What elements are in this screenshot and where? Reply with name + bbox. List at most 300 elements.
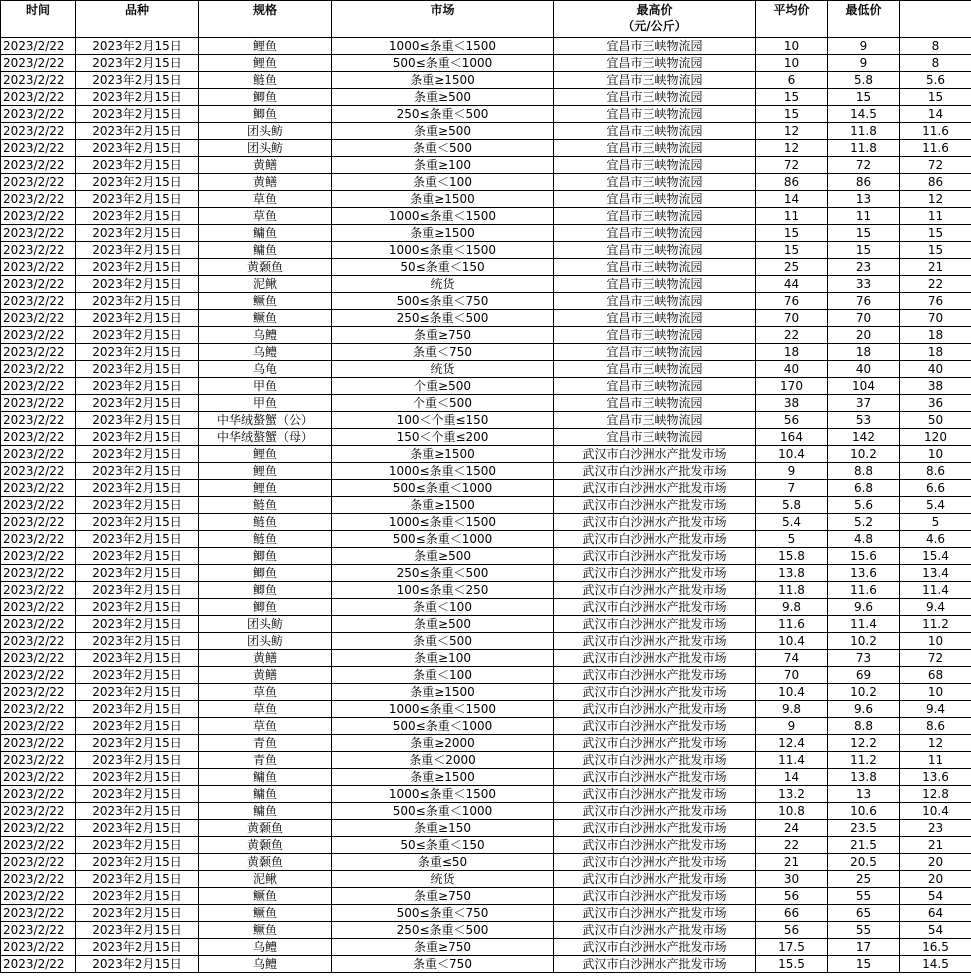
cell-time: 2023/2/22	[1, 905, 76, 922]
table-row	[1, 803, 971, 820]
cell-price-a: 86	[756, 174, 828, 191]
cell-price-c: 13.6	[900, 769, 971, 786]
cell-variety: 乌龟	[199, 361, 332, 378]
cell-time: 2023/2/22	[1, 752, 76, 769]
cell-date: 2023年2月15日	[76, 514, 199, 531]
cell-price-b: 13	[828, 191, 900, 208]
cell-price-a: 25	[756, 259, 828, 276]
cell-time: 2023/2/22	[1, 463, 76, 480]
cell-price-c: 68	[900, 667, 971, 684]
cell-market: 宜昌市三峡物流园	[554, 106, 756, 123]
cell-price-c: 9.4	[900, 599, 971, 616]
cell-price-c: 36	[900, 395, 971, 412]
cell-market: 武汉市白沙洲水产批发市场	[554, 582, 756, 599]
cell-price-b: 69	[828, 667, 900, 684]
cell-time: 2023/2/22	[1, 718, 76, 735]
cell-variety: 鲢鱼	[199, 531, 332, 548]
table-row	[1, 344, 971, 361]
cell-variety: 鲤鱼	[199, 463, 332, 480]
cell-date: 2023年2月15日	[76, 89, 199, 106]
cell-price-a: 11	[756, 208, 828, 225]
cell-spec: 条重≥1500	[332, 446, 554, 463]
cell-time: 2023/2/22	[1, 72, 76, 89]
cell-date: 2023年2月15日	[76, 769, 199, 786]
cell-price-b: 5.2	[828, 514, 900, 531]
cell-spec: 1000≤条重＜1500	[332, 514, 554, 531]
cell-time: 2023/2/22	[1, 395, 76, 412]
cell-price-a: 56	[756, 412, 828, 429]
cell-price-b: 73	[828, 650, 900, 667]
cell-time: 2023/2/22	[1, 429, 76, 446]
cell-market: 武汉市白沙洲水产批发市场	[554, 548, 756, 565]
header-spec: 规格	[199, 1, 332, 20]
cell-spec: 条重≥2000	[332, 735, 554, 752]
cell-market: 武汉市白沙洲水产批发市场	[554, 446, 756, 463]
cell-variety: 草鱼	[199, 191, 332, 208]
cell-variety: 鲫鱼	[199, 582, 332, 599]
cell-price-a: 14	[756, 769, 828, 786]
cell-time: 2023/2/22	[1, 514, 76, 531]
cell-variety: 草鱼	[199, 208, 332, 225]
cell-time: 2023/2/22	[1, 582, 76, 599]
cell-time: 2023/2/22	[1, 106, 76, 123]
cell-time: 2023/2/22	[1, 446, 76, 463]
cell-date: 2023年2月15日	[76, 123, 199, 140]
cell-price-c: 10	[900, 446, 971, 463]
cell-price-c: 6.6	[900, 480, 971, 497]
cell-date: 2023年2月15日	[76, 463, 199, 480]
cell-date: 2023年2月15日	[76, 752, 199, 769]
table-row	[1, 72, 971, 89]
cell-price-b: 11.6	[828, 582, 900, 599]
table-row	[1, 871, 971, 888]
cell-price-a: 170	[756, 378, 828, 395]
cell-date: 2023年2月15日	[76, 276, 199, 293]
table-row	[1, 463, 971, 480]
cell-time: 2023/2/22	[1, 667, 76, 684]
cell-variety: 黄颡鱼	[199, 259, 332, 276]
cell-time: 2023/2/22	[1, 123, 76, 140]
cell-time: 2023/2/22	[1, 174, 76, 191]
cell-date: 2023年2月15日	[76, 225, 199, 242]
cell-date: 2023年2月15日	[76, 905, 199, 922]
cell-variety: 团头鲂	[199, 123, 332, 140]
cell-market: 宜昌市三峡物流园	[554, 140, 756, 157]
cell-spec: 1000≤条重＜1500	[332, 701, 554, 718]
table-row	[1, 123, 971, 140]
cell-spec: 条重≥500	[332, 123, 554, 140]
cell-time: 2023/2/22	[1, 531, 76, 548]
cell-variety: 鳜鱼	[199, 310, 332, 327]
table-row	[1, 106, 971, 123]
cell-spec: 条重≥500	[332, 616, 554, 633]
cell-price-c: 11	[900, 208, 971, 225]
cell-price-b: 9.6	[828, 701, 900, 718]
cell-date: 2023年2月15日	[76, 140, 199, 157]
cell-spec: 条重≥500	[332, 89, 554, 106]
cell-variety: 鲫鱼	[199, 599, 332, 616]
cell-price-b: 55	[828, 888, 900, 905]
cell-price-b: 76	[828, 293, 900, 310]
cell-market: 武汉市白沙洲水产批发市场	[554, 599, 756, 616]
cell-time: 2023/2/22	[1, 684, 76, 701]
cell-time: 2023/2/22	[1, 497, 76, 514]
cell-market: 武汉市白沙洲水产批发市场	[554, 480, 756, 497]
table-row	[1, 548, 971, 565]
cell-price-a: 44	[756, 276, 828, 293]
cell-date: 2023年2月15日	[76, 735, 199, 752]
cell-price-a: 24	[756, 820, 828, 837]
cell-price-a: 6	[756, 72, 828, 89]
cell-price-a: 12	[756, 140, 828, 157]
cell-spec: 条重＜2000	[332, 752, 554, 769]
cell-price-c: 23	[900, 820, 971, 837]
cell-price-c: 15	[900, 242, 971, 259]
table-row	[1, 412, 971, 429]
cell-variety: 鲫鱼	[199, 106, 332, 123]
cell-price-c: 120	[900, 429, 971, 446]
cell-market: 宜昌市三峡物流园	[554, 361, 756, 378]
cell-price-c: 12	[900, 735, 971, 752]
cell-market: 武汉市白沙洲水产批发市场	[554, 752, 756, 769]
cell-time: 2023/2/22	[1, 259, 76, 276]
cell-price-a: 74	[756, 650, 828, 667]
cell-price-a: 14	[756, 191, 828, 208]
cell-price-c: 15	[900, 89, 971, 106]
cell-spec: 条重≥500	[332, 548, 554, 565]
cell-price-c: 4.6	[900, 531, 971, 548]
cell-spec: 250≤条重＜500	[332, 922, 554, 939]
table-row	[1, 429, 971, 446]
cell-market: 宜昌市三峡物流园	[554, 327, 756, 344]
cell-price-c: 86	[900, 174, 971, 191]
cell-price-b: 20	[828, 327, 900, 344]
cell-price-a: 15	[756, 242, 828, 259]
cell-variety: 鳜鱼	[199, 293, 332, 310]
cell-price-c: 20	[900, 854, 971, 871]
cell-variety: 黄鳝	[199, 650, 332, 667]
table-row	[1, 242, 971, 259]
cell-price-b: 13	[828, 786, 900, 803]
cell-price-a: 11.6	[756, 616, 828, 633]
table-row	[1, 599, 971, 616]
cell-date: 2023年2月15日	[76, 174, 199, 191]
cell-market: 宜昌市三峡物流园	[554, 395, 756, 412]
cell-price-c: 8.6	[900, 718, 971, 735]
cell-price-b: 11	[828, 208, 900, 225]
cell-price-c: 10	[900, 684, 971, 701]
cell-market: 宜昌市三峡物流园	[554, 293, 756, 310]
cell-price-a: 56	[756, 888, 828, 905]
table-row	[1, 616, 971, 633]
cell-price-b: 10.6	[828, 803, 900, 820]
cell-date: 2023年2月15日	[76, 361, 199, 378]
cell-time: 2023/2/22	[1, 837, 76, 854]
cell-price-c: 10	[900, 633, 971, 650]
cell-time: 2023/2/22	[1, 820, 76, 837]
cell-market: 宜昌市三峡物流园	[554, 344, 756, 361]
cell-price-a: 11.8	[756, 582, 828, 599]
cell-date: 2023年2月15日	[76, 633, 199, 650]
cell-price-b: 53	[828, 412, 900, 429]
cell-time: 2023/2/22	[1, 140, 76, 157]
cell-variety: 鳙鱼	[199, 769, 332, 786]
table-row	[1, 378, 971, 395]
cell-time: 2023/2/22	[1, 89, 76, 106]
cell-time: 2023/2/22	[1, 242, 76, 259]
cell-variety: 中华绒螯蟹（母）	[199, 429, 332, 446]
cell-market: 宜昌市三峡物流园	[554, 123, 756, 140]
cell-price-c: 54	[900, 922, 971, 939]
cell-spec: 500≤条重＜750	[332, 293, 554, 310]
cell-date: 2023年2月15日	[76, 939, 199, 956]
cell-market: 宜昌市三峡物流园	[554, 429, 756, 446]
cell-market: 武汉市白沙洲水产批发市场	[554, 854, 756, 871]
cell-spec: 条重≥1500	[332, 769, 554, 786]
table-row	[1, 650, 971, 667]
cell-date: 2023年2月15日	[76, 157, 199, 174]
cell-spec: 个重＜500	[332, 395, 554, 412]
cell-price-b: 5.8	[828, 72, 900, 89]
cell-price-b: 15	[828, 225, 900, 242]
cell-price-c: 16.5	[900, 939, 971, 956]
cell-price-c: 13.4	[900, 565, 971, 582]
cell-time: 2023/2/22	[1, 276, 76, 293]
table-row	[1, 38, 971, 55]
cell-spec: 条重≥1500	[332, 72, 554, 89]
cell-price-a: 12.4	[756, 735, 828, 752]
cell-time: 2023/2/22	[1, 922, 76, 939]
cell-price-b: 10.2	[828, 633, 900, 650]
cell-market: 武汉市白沙洲水产批发市场	[554, 888, 756, 905]
table-row	[1, 769, 971, 786]
cell-variety: 鲢鱼	[199, 72, 332, 89]
cell-variety: 鲢鱼	[199, 497, 332, 514]
cell-price-b: 14.5	[828, 106, 900, 123]
cell-market: 武汉市白沙洲水产批发市场	[554, 922, 756, 939]
cell-time: 2023/2/22	[1, 378, 76, 395]
cell-price-a: 7	[756, 480, 828, 497]
cell-price-a: 15	[756, 89, 828, 106]
cell-spec: 条重＜100	[332, 599, 554, 616]
table-row	[1, 497, 971, 514]
cell-market: 武汉市白沙洲水产批发市场	[554, 531, 756, 548]
cell-variety: 鲫鱼	[199, 565, 332, 582]
cell-price-b: 15	[828, 89, 900, 106]
cell-market: 武汉市白沙洲水产批发市场	[554, 905, 756, 922]
header-avg-price: 平均价	[756, 1, 828, 20]
cell-price-c: 10.4	[900, 803, 971, 820]
cell-time: 2023/2/22	[1, 191, 76, 208]
cell-date: 2023年2月15日	[76, 701, 199, 718]
cell-time: 2023/2/22	[1, 344, 76, 361]
cell-price-c: 38	[900, 378, 971, 395]
cell-date: 2023年2月15日	[76, 72, 199, 89]
cell-price-a: 10.4	[756, 633, 828, 650]
table-row	[1, 752, 971, 769]
cell-spec: 条重＜500	[332, 140, 554, 157]
cell-price-c: 18	[900, 344, 971, 361]
cell-variety: 草鱼	[199, 684, 332, 701]
header-variety: 品种	[76, 1, 199, 20]
cell-variety: 泥鳅	[199, 276, 332, 293]
cell-variety: 鳙鱼	[199, 786, 332, 803]
cell-variety: 黄鳝	[199, 157, 332, 174]
cell-price-c: 12.8	[900, 786, 971, 803]
cell-price-b: 8.8	[828, 718, 900, 735]
table-row	[1, 395, 971, 412]
cell-market: 宜昌市三峡物流园	[554, 38, 756, 55]
cell-time: 2023/2/22	[1, 157, 76, 174]
cell-price-c: 20	[900, 871, 971, 888]
cell-price-a: 38	[756, 395, 828, 412]
cell-price-b: 15.6	[828, 548, 900, 565]
cell-price-b: 11.2	[828, 752, 900, 769]
cell-price-c: 11.4	[900, 582, 971, 599]
cell-price-a: 9	[756, 463, 828, 480]
cell-price-c: 14.5	[900, 956, 971, 973]
cell-price-b: 9	[828, 38, 900, 55]
cell-spec: 500≤条重＜1000	[332, 55, 554, 72]
cell-spec: 条重≥100	[332, 157, 554, 174]
cell-variety: 鲢鱼	[199, 514, 332, 531]
cell-date: 2023年2月15日	[76, 395, 199, 412]
cell-spec: 条重≥150	[332, 820, 554, 837]
cell-variety: 鳙鱼	[199, 242, 332, 259]
cell-price-a: 72	[756, 157, 828, 174]
table-row	[1, 174, 971, 191]
cell-spec: 500≤条重＜750	[332, 905, 554, 922]
cell-price-c: 9.4	[900, 701, 971, 718]
cell-variety: 黄颡鱼	[199, 854, 332, 871]
cell-price-c: 21	[900, 837, 971, 854]
cell-date: 2023年2月15日	[76, 378, 199, 395]
table-row	[1, 531, 971, 548]
cell-spec: 50≤条重＜150	[332, 837, 554, 854]
cell-time: 2023/2/22	[1, 55, 76, 72]
cell-date: 2023年2月15日	[76, 684, 199, 701]
table-row	[1, 259, 971, 276]
cell-time: 2023/2/22	[1, 803, 76, 820]
cell-price-b: 104	[828, 378, 900, 395]
cell-variety: 鳙鱼	[199, 803, 332, 820]
cell-price-c: 18	[900, 327, 971, 344]
cell-date: 2023年2月15日	[76, 854, 199, 871]
cell-spec: 1000≤条重＜1500	[332, 208, 554, 225]
cell-price-c: 5.4	[900, 497, 971, 514]
cell-variety: 鲫鱼	[199, 548, 332, 565]
cell-spec: 条重≥750	[332, 939, 554, 956]
cell-market: 宜昌市三峡物流园	[554, 276, 756, 293]
cell-variety: 鲤鱼	[199, 55, 332, 72]
cell-date: 2023年2月15日	[76, 208, 199, 225]
table-row	[1, 191, 971, 208]
cell-price-a: 40	[756, 361, 828, 378]
cell-spec: 条重＜100	[332, 174, 554, 191]
cell-date: 2023年2月15日	[76, 956, 199, 973]
header-max-price: 最高价	[554, 1, 756, 20]
cell-spec: 250≤条重＜500	[332, 310, 554, 327]
cell-price-a: 17.5	[756, 939, 828, 956]
cell-spec: 条重＜500	[332, 633, 554, 650]
cell-price-c: 8	[900, 38, 971, 55]
cell-price-c: 8.6	[900, 463, 971, 480]
cell-market: 宜昌市三峡物流园	[554, 225, 756, 242]
cell-price-b: 70	[828, 310, 900, 327]
cell-spec: 1000≤条重＜1500	[332, 38, 554, 55]
header-unit-row	[1, 19, 971, 38]
cell-market: 武汉市白沙洲水产批发市场	[554, 871, 756, 888]
cell-variety: 黄鳝	[199, 174, 332, 191]
cell-time: 2023/2/22	[1, 956, 76, 973]
cell-spec: 250≤条重＜500	[332, 565, 554, 582]
cell-spec: 100＜个重≤150	[332, 412, 554, 429]
cell-variety: 中华绒螯蟹（公）	[199, 412, 332, 429]
cell-price-c: 8	[900, 55, 971, 72]
cell-date: 2023年2月15日	[76, 344, 199, 361]
table-row	[1, 89, 971, 106]
cell-spec: 条重≥1500	[332, 225, 554, 242]
cell-market: 武汉市白沙洲水产批发市场	[554, 667, 756, 684]
cell-time: 2023/2/22	[1, 361, 76, 378]
table-row	[1, 939, 971, 956]
cell-price-c: 11.6	[900, 140, 971, 157]
cell-price-b: 20.5	[828, 854, 900, 871]
unit-label: （元/公斤）	[554, 19, 756, 38]
cell-date: 2023年2月15日	[76, 871, 199, 888]
cell-time: 2023/2/22	[1, 548, 76, 565]
cell-market: 武汉市白沙洲水产批发市场	[554, 956, 756, 973]
cell-time: 2023/2/22	[1, 633, 76, 650]
cell-market: 宜昌市三峡物流园	[554, 310, 756, 327]
table-row	[1, 293, 971, 310]
cell-date: 2023年2月15日	[76, 327, 199, 344]
cell-market: 武汉市白沙洲水产批发市场	[554, 565, 756, 582]
cell-market: 宜昌市三峡物流园	[554, 89, 756, 106]
cell-market: 宜昌市三峡物流园	[554, 72, 756, 89]
cell-date: 2023年2月15日	[76, 480, 199, 497]
cell-price-b: 12.2	[828, 735, 900, 752]
cell-price-b: 33	[828, 276, 900, 293]
cell-date: 2023年2月15日	[76, 412, 199, 429]
cell-market: 武汉市白沙洲水产批发市场	[554, 837, 756, 854]
cell-price-a: 66	[756, 905, 828, 922]
cell-spec: 条重≥750	[332, 327, 554, 344]
cell-market: 宜昌市三峡物流园	[554, 55, 756, 72]
cell-time: 2023/2/22	[1, 616, 76, 633]
cell-price-a: 22	[756, 837, 828, 854]
cell-price-b: 23	[828, 259, 900, 276]
cell-price-a: 70	[756, 310, 828, 327]
cell-market: 宜昌市三峡物流园	[554, 412, 756, 429]
cell-time: 2023/2/22	[1, 871, 76, 888]
table-row	[1, 684, 971, 701]
cell-price-a: 18	[756, 344, 828, 361]
cell-time: 2023/2/22	[1, 327, 76, 344]
cell-spec: 1000≤条重＜1500	[332, 463, 554, 480]
cell-spec: 条重≤50	[332, 854, 554, 871]
cell-spec: 500≤条重＜1000	[332, 718, 554, 735]
cell-variety: 泥鳅	[199, 871, 332, 888]
cell-variety: 鲤鱼	[199, 38, 332, 55]
cell-price-b: 11.8	[828, 140, 900, 157]
cell-price-b: 11.8	[828, 123, 900, 140]
cell-price-a: 13.8	[756, 565, 828, 582]
cell-price-a: 5.4	[756, 514, 828, 531]
table-row	[1, 514, 971, 531]
cell-price-b: 18	[828, 344, 900, 361]
cell-variety: 鳜鱼	[199, 922, 332, 939]
